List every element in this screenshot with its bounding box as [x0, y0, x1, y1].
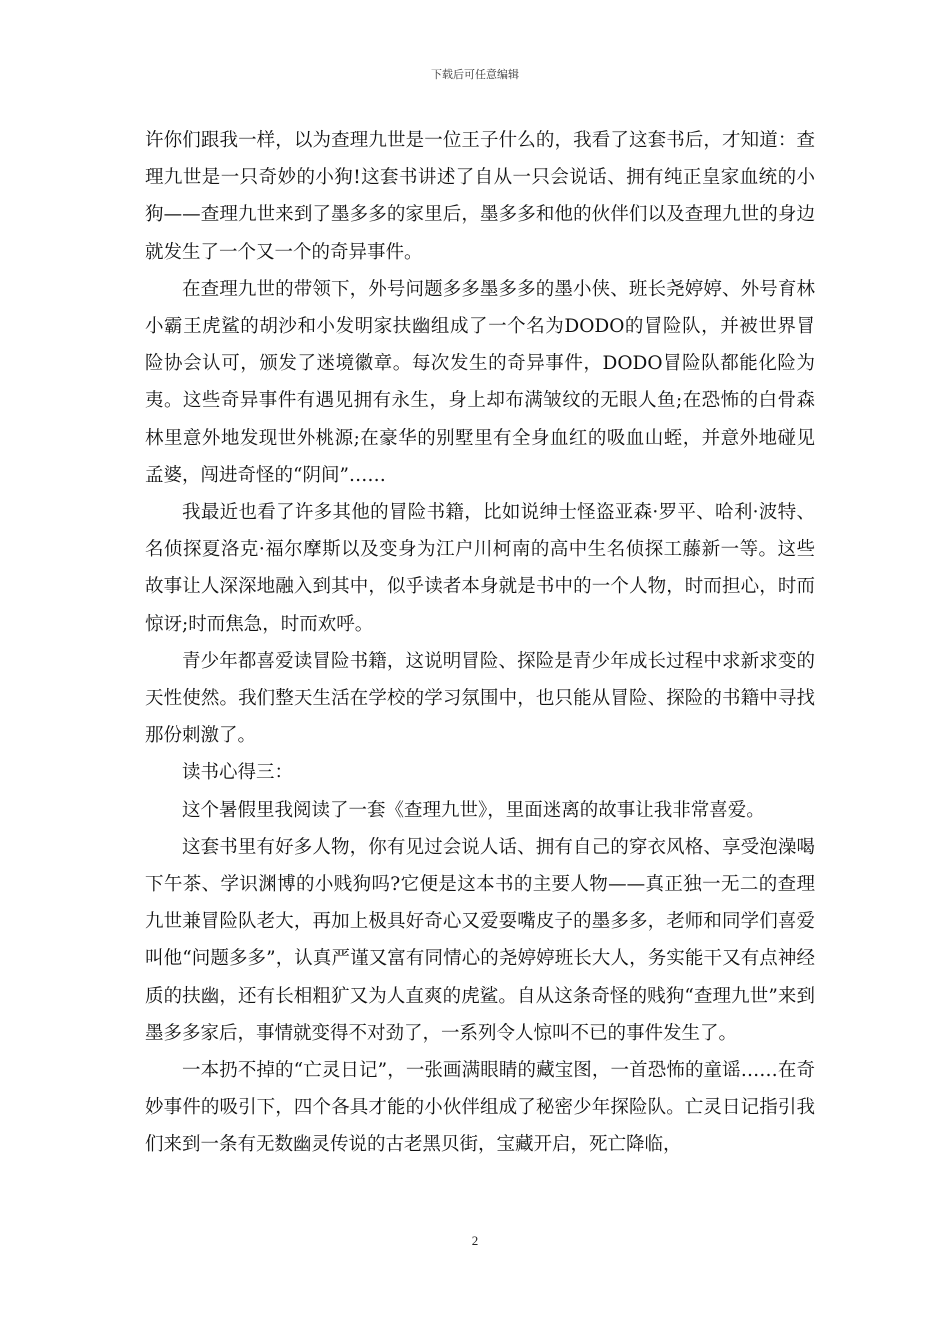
- paragraph: 我最近也看了许多其他的冒险书籍，比如说绅士怪盗亚森·罗平、哈利·波特、名侦探夏洛克·福尔摩斯以及变身为江户川柯南的高中生名侦探工藤新一等。这些故事让人深深地融入到其中，似乎读者本身就是书中的一个人物，时而担心，时而惊讶;时而焦急，时而欢呼。: [145, 502, 815, 635]
- paragraph: 青少年都喜爱读冒险书籍，这说明冒险、探险是青少年成长过程中求新求变的天性使然。我们整天生活在学校的学习氛围中，也只能从冒险、探险的书籍中寻找那份刺激了。: [145, 650, 815, 747]
- page-header: 下载后可任意编辑: [431, 68, 519, 81]
- paragraph: 这个暑假里我阅读了一套《查理九世》，里面迷离的故事让我非常喜爱。: [182, 799, 765, 821]
- paragraph: 许你们跟我一样，以为查理九世是一位王子什么的，我看了这套书后，才知道：查理九世是一只奇妙的小狗!这套书讲述了自从一只会说话、拥有纯正皇家血统的小狗——查理九世来到了墨多多的家里后，墨多多和他的伙伴们以及查理九世的身边就发生了一个又一个的奇异事件。: [145, 130, 816, 263]
- page-number: 2: [471, 1233, 479, 1248]
- paragraph: 在查理九世的带领下，外号问题多多墨多多的墨小侠、班长尧婷婷、外号育林小霸王虎鲨的胡沙和小发明家扶幽组成了一个名为DODO的冒险队，并被世界冒险协会认可，颁发了迷境徽章。每次发生的奇异事件，DODO冒险队都能化险为夷。这些奇异事件有遇见拥有永生，身上却布满皱纹的无眼人鱼;在恐怖的白骨森林里意外地发现世外桃源;在豪华的别墅里有全身血红的吸血山蛭，并意外地碰见孟婆，闯进奇怪的“阴间”……: [145, 278, 815, 486]
- document-body: [145, 122, 815, 1164]
- paragraph: 这套书里有好多人物，你有见过会说人话、拥有自己的穿衣风格、享受泡澡喝下午茶、学识渊博的小贱狗吗?它便是这本书的主要人物——真正独一无二的查理九世兼冒险队老大，再加上极具好奇心又爱耍嘴皮子的墨多多，老师和同学们喜爱叫他“问题多多”，认真严谨又富有同情心的尧婷婷班长大人，务实能干又有点神经质的扶幽，还有长相粗犷又为人直爽的虎鲨。自从这条奇怪的贱狗“查理九世”来到墨多多家后，事情就变得不对劲了，一系列令人惊叫不已的事件发生了。: [145, 836, 815, 1044]
- paragraph: 一本扔不掉的“亡灵日记”，一张画满眼睛的藏宝图，一首恐怖的童谣……在奇妙事件的吸引下，四个各具才能的小伙伴组成了秘密少年探险队。亡灵日记指引我们来到一条有无数幽灵传说的古老黑贝街，宝藏开启，死亡降临，: [145, 1060, 815, 1156]
- paragraph: 读书心得三：: [182, 762, 294, 784]
